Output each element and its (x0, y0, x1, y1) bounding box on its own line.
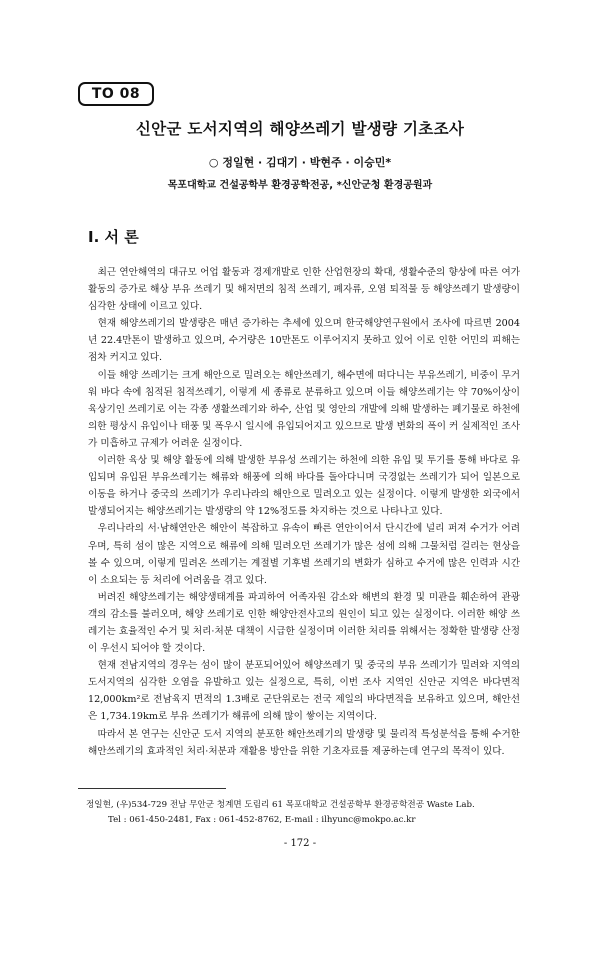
paragraph: 우리나라의 서·남해연안은 해안이 복잡하고 유속이 빠른 연안이어서 단시간에 널리 퍼져 수거가 어려우며, 특히 섬이 많은 지역으로 해류에 의해 밀려오던 쓰레기가 많은 섬에 의해 그물처럼 걸리는 현상을 볼 수 있으며, 이렇게 밀려온 쓰레기는 계절별 기후별 쓰레기의 변화가 심하고 수거에 많은 인력과 시간이 소요되는 등 처리에 어려움을 겪고 있다. (88, 523, 520, 586)
paragraph: 버려진 해양쓰레기는 해양생태계를 파괴하여 어족자원 감소와 해변의 환경 및 미관을 훼손하여 관광객의 감소를 불러오며, 해양 쓰레기로 인한 해양안전사고의 원인이 되고 있는 실정이다. 이러한 해양 쓰레기는 효율적인 수거 및 처리·처분 대책이 시급한 실정이며 이러한 처리를 위해서는 정확한 발생량 산정이 우선시 되어야 할 것이다. (88, 591, 520, 655)
paragraph: 이들 해양 쓰레기는 크게 해안으로 밀려오는 해안쓰레기, 해수면에 떠다니는 부유쓰레기, 비중이 무거워 바다 속에 침적된 침적쓰레기, 이렇게 세 종류로 분류하고 있으며 이들 해양쓰레기는 약 70%이상이 육상기인 쓰레기로 이는 각종 생활쓰레기와 하수, 산업 및 영안의 개발에 의해 발생하는 폐기물로 하천에 의한 평상시 유입이나 태풍 및 폭우시 일시에 유입되어지고 있으므로 발생 변화의 폭이 커 실제적인 조사가 미흡하고 규제가 어려운 실정이다. (88, 369, 520, 449)
page-number: - 172 - (283, 838, 317, 849)
section-heading: I. 서 론 (88, 228, 139, 246)
footnote-contact: Tel : 061-450-2481, Fax : 061-452-8762, E-mail : ilhyunc@mokpo.ac.kr (108, 815, 416, 825)
paragraph: 이러한 육상 및 해양 활동에 의해 발생한 부유성 쓰레기는 하천에 의한 유입 및 투기를 통해 바다로 유입되며 유입된 부유쓰레기는 해류와 해풍에 의해 바다를 돌아다니며 국경없는 쓰레기가 되어 일본으로 이동을 하거나 중국의 쓰레기가 우리나라의 해안으로 밀려오고 있는 실정이다. 이렇게 발생한 외국에서 발생되어지는 해양쓰레기는 발생량의 약 12%정도를 차지하는 것으로 나타나고 있다. (88, 455, 520, 518)
paragraph: 현재 해양쓰레기의 발생량은 매년 증가하는 추세에 있으며 한국해양연구원에서 조사에 따르면 2004년 22.4만톤이 발생하고 있으며, 수거량은 10만톤도 이루어지지 못하고 있어 이로 인한 어민의 피해는 점차 커지고 있다. (88, 318, 520, 364)
body-text (88, 264, 520, 760)
footnote-divider (78, 788, 226, 789)
author-affiliation: 목포대학교 건설공학부 환경공학전공, *신안군청 환경공원과 (167, 180, 433, 191)
paper-title: 신안군 도서지역의 해양쓰레기 발생량 기초조사 (135, 120, 465, 138)
session-code-badge: TO 08 (78, 82, 154, 106)
paragraph: 최근 연안해역의 대규모 어업 활동과 경제개발로 인한 산업현장의 확대, 생활수준의 향상에 따른 여가활동의 증가로 해상 부유 쓰레기 및 해저면의 침적 쓰레기, 폐자류, 오염 퇴적물 등 해양쓰레기 발생량이 심각한 상태에 이르고 있다. (88, 267, 520, 313)
footnote (86, 798, 526, 828)
author-list: ○ 정일현 · 김대기 · 박현주 · 이승민* (208, 156, 392, 169)
footnote-address: 정일현, (우)534-729 전남 무안군 청계면 도림리 61 목포대학교 건설공학부 환경공학전공 Waste Lab. (86, 800, 475, 810)
paragraph: 현재 전남지역의 경우는 섬이 많이 분포되어있어 해양쓰레기 및 중국의 부유 쓰레기가 밀려와 지역의 도서지역의 심각한 오염을 유발하고 있는 실정으로, 특히, 이번 조사 지역인 신안군 지역은 바다면적 12,000km²로 전남육지 면적의 1.3배로 군단위로는 전국 제일의 바다면적을 보유하고 있으며, 해안선은 1,734.19km로 부유 쓰레기가 해류에 의해 많이 쌓이는 지역이다. (88, 660, 520, 723)
paragraph: 따라서 본 연구는 신안군 도서 지역의 분포한 해안쓰레기의 발생량 및 물리적 특성분석을 통해 수거한 해안쓰레기의 효과적인 처리·처분과 재활용 방안을 위한 기초자료를 제공하는데 연구의 목적이 있다. (88, 728, 520, 757)
